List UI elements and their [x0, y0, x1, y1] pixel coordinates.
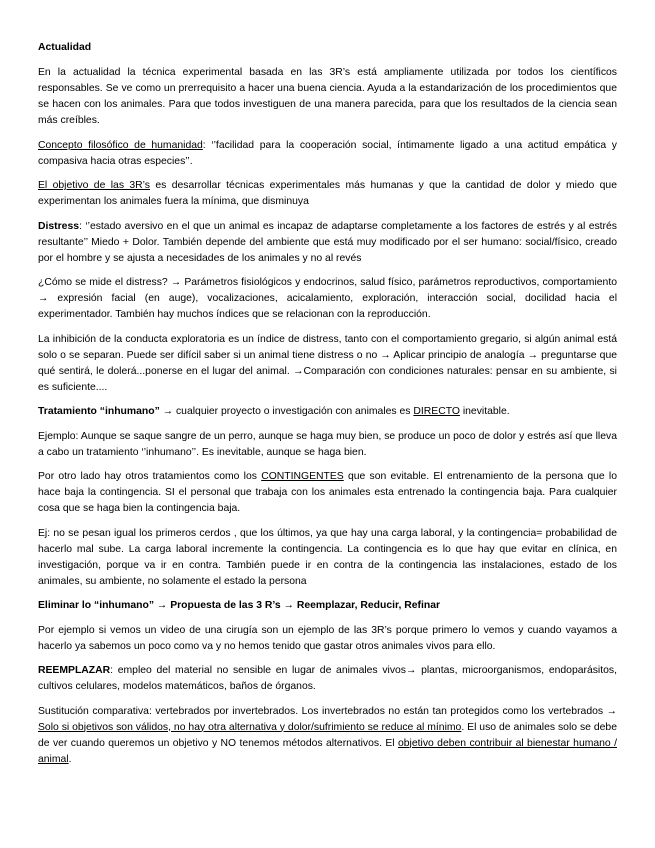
paragraph-inhibicion: La inhibición de la conducta exploratoria es un índice de distress, tanto con el comportamiento gregario, si algún animal está solo o se separan. Puede ser difícil saber si un animal tiene distress o no → Aplicar principio de analogía → preguntarse que qué sentirá, le dolerá...ponerse en el lugar del animal. →Comparación con condiciones naturales: pensar en su ambiente, si es suficiente....: [38, 333, 617, 393]
sustitucion-underlined: Solo si objetivos son válidos, no hay otra alternativa y dolor/sufrimiento se reduce al mínimo: [38, 721, 462, 733]
section-heading: Actualidad: [38, 42, 92, 53]
paragraph-actualidad: En la actualidad la técnica experimental basada en las 3R’s está ampliamente utilizada por todos los científicos responsables. Se ve como un prerrequisito a hacer una buena ciencia. Ayuda a la estandarización de los procedimientos que se hacen con los animales. Para que todos investiguen de una manera parecida, para que los resultados de la ciencia sean más creíbles.: [38, 67, 617, 126]
paragraph-medir-distress: ¿Cómo se mide el distress? → Parámetros fisiológicos y endocrinos, salud físico, parámetros reproductivos, comportamiento → expresión facial (en auge), vocalizaciones, acicalamiento, exploración, interacción social, docilidad hacia el experimentador. También hay muchos índices que se relacionan con la reproducción.: [38, 277, 617, 320]
paragraph-video: Por ejemplo si vemos un video de una cirugía son un ejemplo de las 3R’s porque primero lo vemos y cuando vayamos a hacerlo ya sabemos un poco como va y no hemos tenido que gastar otros animales vivos para ello.: [38, 624, 617, 652]
paragraph-contingentes: Por otro lado hay otros tratamientos como los CONTINGENTES que son evitable. El entrenamiento de la persona que lo hace baja la contingencia. SI el personal que trabaja con los animales esta entrenado la contingencia baja. Para cualquier cosa que se haga bien la contingencia baja.: [38, 471, 618, 514]
paragraph-tratamiento: Tratamiento “inhumano” → cualquier proyecto o investigación con animales es DIRECTO inevitable.: [38, 406, 510, 417]
paragraph-eliminar: Eliminar lo “inhumano” → Propuesta de las 3 R’s → Reemplazar, Reducir, Refinar: [38, 600, 441, 611]
contingentes-word: CONTINGENTES: [261, 471, 344, 482]
paragraph-ejemplo: Ejemplo: Aunque se saque sangre de un perro, aunque se haga muy bien, se produce un poco de dolor y estrés así que lleva a cabo un tratamiento ‘’inhumano’’. Es inevitable, aunque se haga bien.: [38, 430, 617, 458]
reemplazar-label: REEMPLAZAR: [38, 665, 111, 676]
objetivo-label: El objetivo de las 3R’s: [38, 180, 150, 191]
paragraph-ej-cerdos: Ej: no se pesan igual los primeros cerdos , que los últimos, ya que hay una carga laboral, y la contingencia= probabilidad de hacerlo mal sube. La carga laboral incremente la contingencia. La contingencia es lo que hay que evitar en clínica, en investigación, porque va ir en contra. También puede ir en contra de la contingencia las instalaciones, estado de los animales, su ambiente, no solamente el estado la persona: [38, 527, 617, 587]
paragraph-reemplazar: REEMPLAZAR: empleo del material no sensible en lugar de animales vivos→ plantas, microorganismos, endoparásitos, cultivos celulares, modelos matemáticos, baños de órganos.: [38, 665, 617, 692]
paragraph-distress: Distress: ‘’estado aversivo en el que un animal es incapaz de adaptarse completamente a los factores de estrés y al estrés resultante’’ Miedo + Dolor. También depende del ambiente que está muy modificado por el ser humano: social/físico, creado por el hombre y se ajusta a necesidades de los animales y no al revés: [38, 220, 617, 264]
paragraph-concepto: Concepto filosófico de humanidad: ‘’facilidad para la cooperación social, íntimamente ligado a una actitud empática y compasiva hacia otras especies’’.: [38, 139, 617, 167]
directo-word: DIRECTO: [413, 406, 460, 417]
distress-label: Distress: [38, 220, 80, 232]
sustitucion-underlined-2: objetivo deben contribuir al bienestar humano / animal: [38, 737, 617, 765]
paragraph-sustitucion: Sustitución comparativa: vertebrados por invertebrados. Los invertebrados no están tan protegidos como los vertebrados → Solo si objetivos son válidos, no hay otra alternativa y dolor/sufrimiento se reduce al mínimo. El uso de animales solo se debe de ver cuando queremos un objetivo y NO tenemos métodos alternativos. El objetivo deben contribuir al bienestar humano / animal.: [38, 705, 617, 765]
concepto-label: Concepto filosófico de humanidad: [38, 139, 203, 151]
paragraph-objetivo: El objetivo de las 3R’s es desarrollar técnicas experimentales más humanas y que la cantidad de dolor y miedo que experimentan los animales fuera la mínima, que disminuya: [38, 180, 617, 207]
tratamiento-label: Tratamiento “inhumano”: [38, 406, 160, 417]
